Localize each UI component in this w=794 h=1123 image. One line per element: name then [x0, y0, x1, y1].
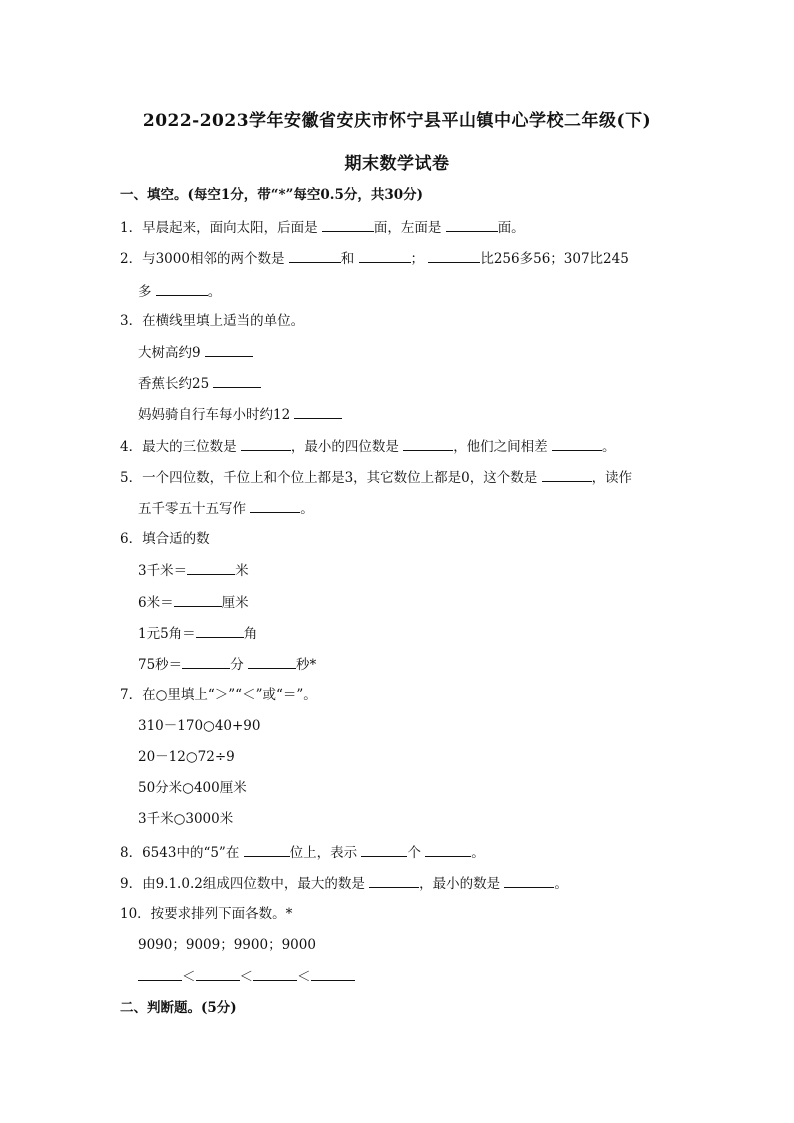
q2-text-f: 。 [207, 284, 222, 300]
q6-item-4-unit-b: 秒* [295, 657, 317, 673]
q8-blank-2[interactable] [361, 843, 407, 857]
q6-item-4-left: 75秒＝ [138, 657, 183, 673]
q8-text-c: 个 [407, 845, 426, 861]
q3-item-1 [138, 343, 253, 362]
q2-text-b: 和 [340, 251, 359, 267]
exam-title-line2: 期末数学试卷 [344, 154, 450, 174]
question-4 [120, 437, 615, 456]
q9-text-c: 。 [554, 876, 568, 892]
question-5-cont [138, 499, 314, 518]
q6-item-3-left: 1元5角＝ [138, 626, 196, 642]
section1-heading: 一、填空。(每空1分，带“*”每空0.5分，共30分) [120, 187, 424, 203]
question-10-stem: 10．按要求排列下面各数。* [120, 906, 293, 922]
q5-text-b: ，读作 [591, 470, 633, 486]
q9-blank-1[interactable] [369, 874, 419, 888]
q5-text-a: 5．一个四位数，千位上和个位上都是3，其它数位上都是0，这个数是 [120, 470, 542, 486]
q5-text-c: 五千零五十五写作 [138, 501, 251, 517]
q6-item-1-unit: 米 [235, 563, 249, 579]
q4-blank-1[interactable] [241, 437, 291, 451]
question-2 [120, 249, 629, 268]
q10-blank-3[interactable] [253, 967, 297, 981]
q4-text-a: 4．最大的三位数是 [120, 439, 241, 455]
q2-blank-3[interactable] [428, 249, 480, 263]
q4-text-d: 。 [601, 439, 616, 455]
q9-blank-2[interactable] [504, 874, 554, 888]
q3-item-3 [138, 405, 342, 424]
q2-text-d: 比256多56；307比245 [480, 251, 629, 267]
q5-blank-2[interactable] [250, 499, 300, 513]
q4-blank-2[interactable] [403, 437, 453, 451]
question-1 [120, 218, 525, 237]
q2-blank-2[interactable] [359, 249, 411, 263]
q1-text-c: 面。 [497, 220, 525, 236]
q1-blank-2[interactable] [446, 218, 498, 232]
q4-text-b: ，最小的四位数是 [290, 439, 404, 455]
question-5 [120, 468, 632, 487]
q10-less-than-2: ＜ [239, 969, 253, 985]
q9-text-a: 9．由9.1.0.2组成四位数中，最大的数是 [120, 876, 370, 892]
q3-blank-3[interactable] [294, 405, 342, 419]
q8-text-a: 8．6543中的“5”在 [120, 845, 244, 861]
q6-blank-4[interactable] [182, 655, 230, 669]
q4-text-c: ，他们之间相差 [453, 439, 552, 455]
q2-text-c: ； [410, 251, 429, 267]
q6-item-3-unit: 角 [243, 626, 258, 642]
question-3-stem: 3．在横线里填上适当的单位。 [120, 313, 305, 329]
q2-blank-1[interactable] [289, 249, 341, 263]
question-2-cont [138, 282, 221, 301]
q7-item-1[interactable]: 310－170○40+90 [138, 718, 261, 734]
q3-item-1-text: 大树高约9 [138, 345, 205, 361]
q5-text-d: 。 [300, 501, 314, 517]
q6-item-1 [138, 561, 249, 580]
q10-less-than-1: ＜ [182, 969, 196, 985]
section2-heading: 二、判断题。(5分) [120, 1000, 237, 1016]
q6-blank-3[interactable] [196, 624, 244, 638]
q3-item-2-text: 香蕉长约25 [138, 376, 214, 392]
q10-order-row [138, 967, 355, 986]
q8-text-d: 。 [471, 845, 485, 861]
q2-text-a: 2．与3000相邻的两个数是 [120, 251, 289, 267]
q4-blank-3[interactable] [552, 437, 602, 451]
q10-blank-1[interactable] [138, 967, 182, 981]
q3-item-2 [138, 374, 261, 393]
q6-item-2 [138, 593, 249, 612]
q6-item-1-left: 3千米＝ [138, 563, 188, 579]
q10-blank-4[interactable] [311, 967, 355, 981]
q3-item-3-text: 妈妈骑自行车每小时约12 [138, 407, 295, 423]
question-7-stem: 7．在○里填上“＞”“＜”或“＝”。 [120, 687, 317, 703]
q10-numbers: 9090；9009；9900；9000 [138, 937, 316, 953]
q7-item-2[interactable]: 20－12○72÷9 [138, 749, 235, 765]
q1-text-a: 1．早晨起来，面向太阳，后面是 [120, 220, 322, 236]
q6-blank-2[interactable] [174, 593, 222, 607]
q2-blank-4[interactable] [156, 282, 208, 296]
q8-text-b: 位上，表示 [289, 845, 362, 861]
question-8 [120, 843, 485, 862]
exam-title-line1: 2022-2023学年安徽省安庆市怀宁县平山镇中心学校二年级(下) [142, 111, 652, 131]
q8-blank-1[interactable] [244, 843, 290, 857]
q3-blank-2[interactable] [213, 374, 261, 388]
q10-less-than-3: ＜ [297, 969, 311, 985]
q6-item-4-unit-a: 分 [230, 657, 248, 673]
question-6-stem: 6．填合适的数 [120, 531, 210, 547]
q6-item-2-unit: 厘米 [221, 595, 249, 611]
q10-blank-2[interactable] [196, 967, 240, 981]
q5-blank-1[interactable] [542, 468, 592, 482]
q7-item-4[interactable]: 3千米○3000米 [138, 811, 234, 827]
question-9 [120, 874, 568, 893]
q6-item-3 [138, 624, 257, 643]
q6-blank-1[interactable] [187, 561, 235, 575]
q6-blank-5[interactable] [248, 655, 296, 669]
q2-text-e: 多 [138, 284, 156, 300]
q3-blank-1[interactable] [205, 343, 253, 357]
q8-blank-3[interactable] [425, 843, 471, 857]
q1-text-b: 面，左面是 [373, 220, 446, 236]
q6-item-2-left: 6米＝ [138, 595, 174, 611]
q6-item-4 [138, 655, 316, 674]
q7-item-3[interactable]: 50分米○400厘米 [138, 780, 247, 796]
q9-text-b: ，最小的数是 [419, 876, 505, 892]
q1-blank-1[interactable] [322, 218, 374, 232]
